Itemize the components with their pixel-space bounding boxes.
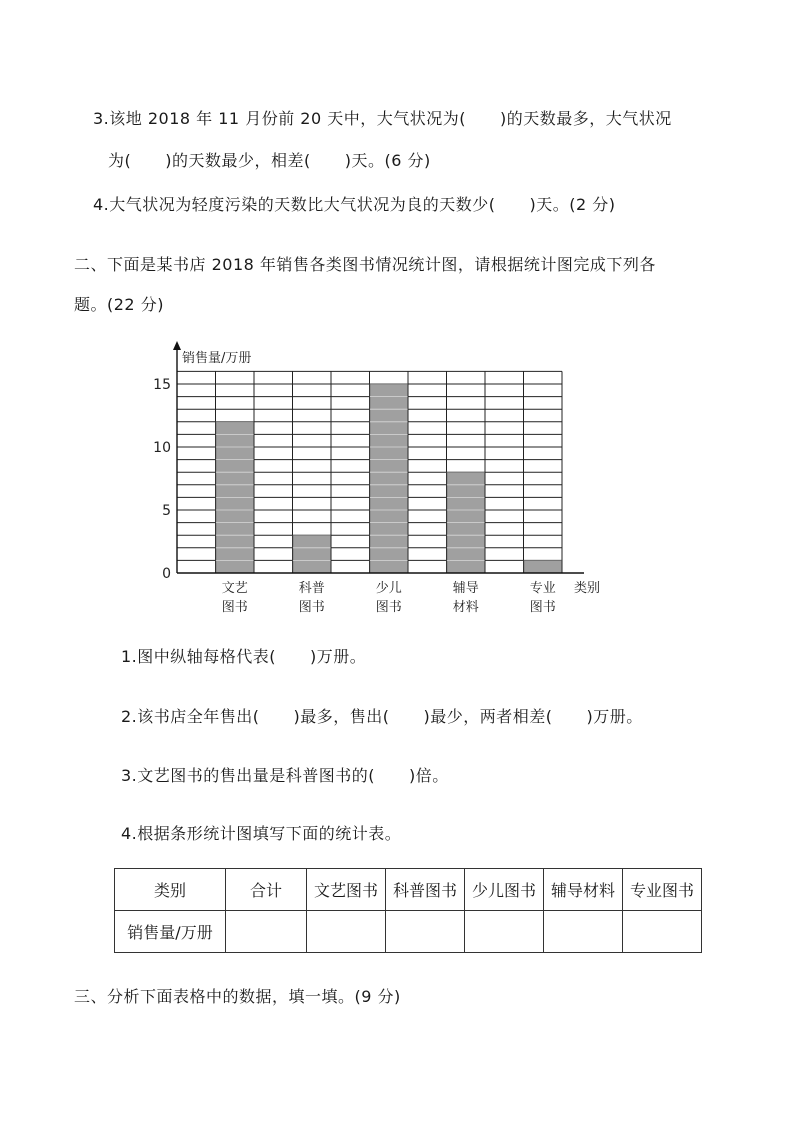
- x-tick-label: 图书: [298, 600, 325, 615]
- section2-heading-line1: 二、下面是某书店 2018 年销售各类图书情况统计图，请根据统计图完成下列各: [74, 255, 656, 274]
- table-header-cell: 文艺图书: [307, 869, 386, 911]
- s1-q3-num: 3.: [93, 109, 110, 128]
- bar: [293, 535, 331, 573]
- table-header-cell: 合计: [226, 869, 307, 911]
- s2-q1-text1: 图中纵轴每格代表(: [137, 647, 277, 666]
- table-input-cell[interactable]: [623, 911, 702, 953]
- y-tick-label: 10: [153, 440, 171, 456]
- table-row-label: 销售量/万册: [115, 911, 226, 953]
- s2-q3-text1: 文艺图书的售出量是科普图书的(: [137, 766, 376, 785]
- table-row: [115, 911, 702, 953]
- x-tick-label: 专业: [529, 581, 556, 596]
- table-header-cell: 专业图书: [623, 869, 702, 911]
- s2-q1-text2: )万册。: [310, 647, 367, 666]
- x-tick-label: 图书: [221, 600, 248, 615]
- y-tick-label: 5: [162, 503, 171, 519]
- table-input-cell[interactable]: [544, 911, 623, 953]
- s1-q4-text2: )天。(2 分): [529, 195, 616, 214]
- s1-q4-num: 4.: [93, 195, 110, 214]
- table-input-cell-total[interactable]: [226, 911, 307, 953]
- section2-heading-line2: 题。(22 分): [74, 295, 164, 314]
- x-tick-label: 辅导: [452, 581, 479, 596]
- s1-q3-text5: )天。(6 分): [344, 151, 431, 170]
- y-axis-label: 销售量/万册: [182, 351, 252, 366]
- s2-q4-text1: 根据条形统计图填写下面的统计表。: [137, 824, 402, 843]
- s2-q2-text2: )最多，售出(: [293, 707, 390, 726]
- s2-q2-num: 2.: [121, 707, 138, 726]
- table-input-cell[interactable]: [386, 911, 465, 953]
- x-tick-label: 科普: [298, 581, 325, 596]
- s2-q4-num: 4.: [121, 824, 138, 843]
- y-tick-label: 15: [153, 377, 171, 393]
- s1-q3-text3: 为(: [108, 151, 132, 170]
- section3-heading: 三、分析下面表格中的数据，填一填。(9 分): [74, 987, 401, 1006]
- s2-q2-line: [121, 704, 643, 727]
- s2-q3-line: [121, 763, 449, 786]
- bar: [524, 560, 562, 573]
- bar: [370, 384, 408, 573]
- s1-q3-line1: [93, 106, 672, 129]
- y-axis-arrow: [173, 341, 181, 350]
- s1-q3-text2: )的天数最多，大气状况: [499, 109, 672, 128]
- x-tick-label: 图书: [529, 600, 556, 615]
- stat-table: [114, 868, 702, 953]
- y-tick-label: 0: [162, 566, 171, 582]
- s1-q4-line: [93, 192, 616, 215]
- s1-q4-text1: 大气状况为轻度污染的天数比大气状况为良的天数少(: [109, 195, 496, 214]
- x-tick-label: 材料: [452, 600, 479, 615]
- table-header-cell: 少儿图书: [465, 869, 544, 911]
- s2-q2-text3: )最少，两者相差(: [423, 707, 553, 726]
- bar-chart: [150, 340, 650, 622]
- s2-q3-num: 3.: [121, 766, 138, 785]
- s1-q3-text4: )的天数最少，相差(: [165, 151, 311, 170]
- table-header-cell: 科普图书: [386, 869, 465, 911]
- s2-q4-line: [121, 821, 401, 844]
- table-header-row: [115, 869, 702, 911]
- s1-q3-line2: [108, 148, 431, 171]
- x-axis-label: 类别: [574, 581, 601, 596]
- table-header-cell: 辅导材料: [544, 869, 623, 911]
- s2-q1-num: 1.: [121, 647, 138, 666]
- s2-q1-line: [121, 644, 366, 667]
- table-input-cell[interactable]: [465, 911, 544, 953]
- s2-q3-text2: )倍。: [409, 766, 449, 785]
- x-tick-label: 少儿: [375, 581, 402, 596]
- table-header-cell: 类别: [115, 869, 226, 911]
- x-tick-label: 图书: [375, 600, 402, 615]
- x-tick-label: 文艺: [221, 581, 248, 596]
- s2-q2-text4: )万册。: [586, 707, 643, 726]
- s1-q3-text1: 该地 2018 年 11 月份前 20 天中，大气状况为(: [109, 109, 466, 128]
- s2-q2-text1: 该书店全年售出(: [137, 707, 260, 726]
- table-input-cell[interactable]: [307, 911, 386, 953]
